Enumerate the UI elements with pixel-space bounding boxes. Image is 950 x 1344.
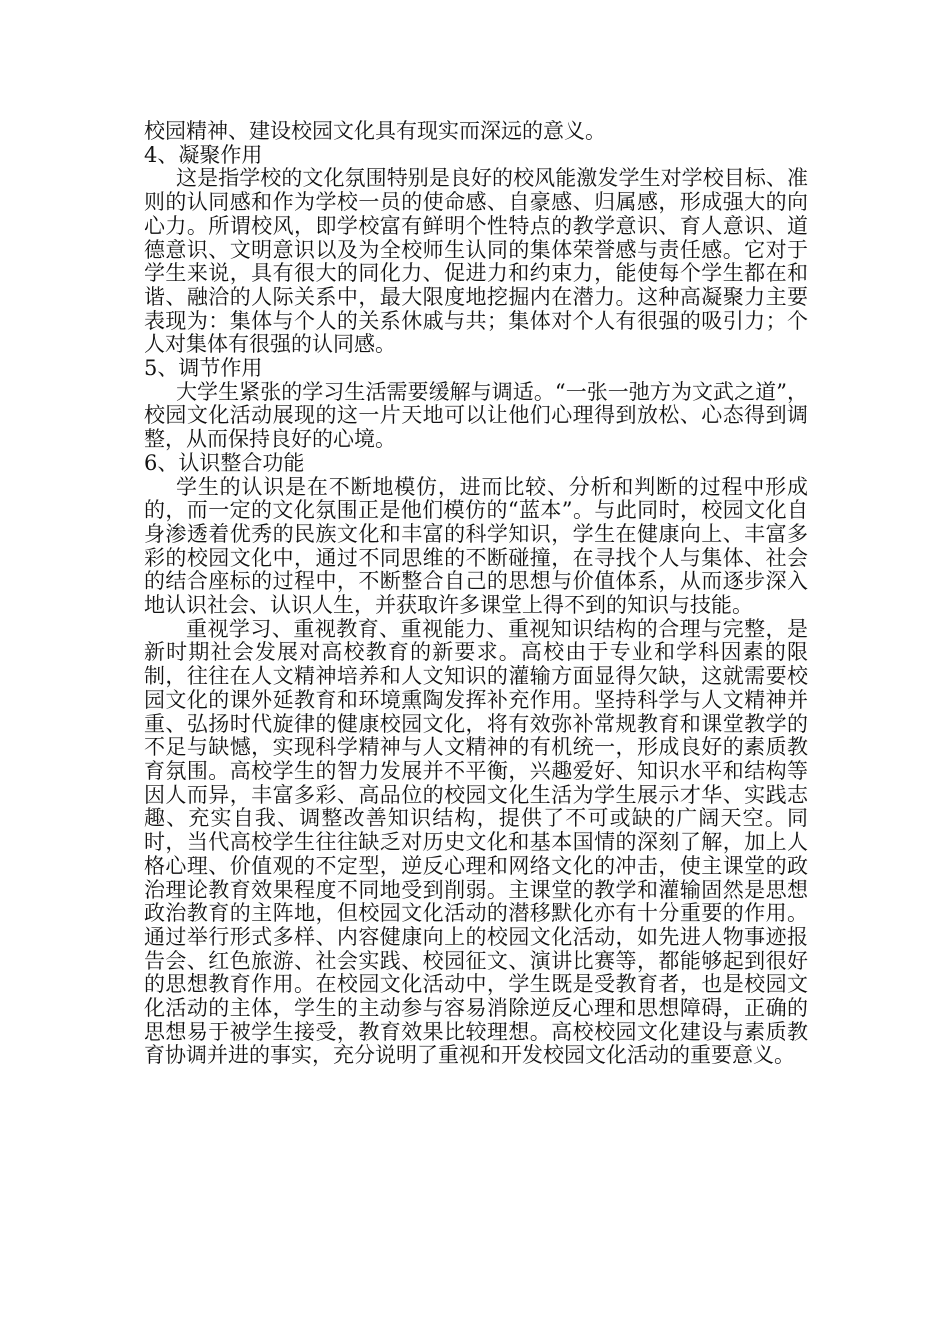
document-body [144,120,808,1068]
paragraph-summary: 重视学习、重视教育、重视能力、重视知识结构的合理与完整，是新时期社会发展对高校教育的新要求。高校由于专业和学科因素的限制，往往在人文精神培养和人文知识的灌输方面显得欠缺，这就需要校园文化的课外延教育和环境熏陶发挥补充作用。坚持科学与人文精神并重、弘扬时代旋律的健康校园文化，将有效弥补常规教育和课堂教学的不足与缺憾，实现科学精神与人文精神的有机统一，形成良好的素质教育氛围。高校学生的智力发展并不平衡，兴趣爱好、知识水平和结构等因人而异，丰富多彩、高品位的校园文化生活为学生展示才华、实践志趣、充实自我、调整改善知识结构，提供了不可或缺的广阔天空。同时，当代高校学生往往缺乏对历史文化和基本国情的深刻了解，加上人格心理、价值观的不定型，逆反心理和网络文化的冲击，使主课堂的政治理论教育效果程度不同地受到削弱。主课堂的教学和灌输固然是思想政治教育的主阵地，但校园文化活动的潜移默化亦有十分重要的作用。通过举行形式多样、内容健康向上的校园文化活动，如先进人物事迹报告会、红色旅游、社会实践、校园征文、演讲比赛等，都能够起到很好的思想教育作用。在校园文化活动中，学生既是受教育者，也是校园文化活动的主体，学生的主动参与容易消除逆反心理和思想障碍，正确的思想易于被学生接受，教育效果比较理想。高校校园文化建设与素质教育协调并进的事实，充分说明了重视和开发校园文化活动的重要意义。 [144,616,808,1068]
section-heading-regulation: 5、调节作用 [144,356,263,381]
paragraph-regulation: 大学生紧张的学习生活需要缓解与调适。“一张一弛方为文武之道”，校园文化活动展现的这一片天地可以让他们心理得到放松、心态得到调整，从而保持良好的心境。 [144,379,808,452]
paragraph-cognition: 学生的认识是在不断地模仿，进而比较、分析和判断的过程中形成的，而一定的文化氛围正是他们模仿的“蓝本”。与此同时，校园文化自身渗透着优秀的民族文化和丰富的科学知识，学生在健康向上、丰富多彩的校园文化中，通过不同思维的不断碰撞，在寻找个人与集体、社会的结合座标的过程中，不断整合自己的思想与价值体系，从而逐步深入地认识社会、认识人生，并获取许多课堂上得不到的知识与技能。 [144,474,808,618]
section-heading-cohesion: 4、凝聚作用 [144,142,263,167]
paragraph-cohesion: 这是指学校的文化氛围特别是良好的校风能激发学生对学校目标、准则的认同感和作为学校一员的使命感、自豪感、归属感，形成强大的向心力。所谓校风，即学校富有鲜明个性特点的教学意识、育人意识、道德意识、文明意识以及为全校师生认同的集体荣誉感与责任感。它对于学生来说，具有很大的同化力、促进力和约束力，能使每个学生都在和谐、融洽的人际关系中，最大限度地挖掘内在潜力。这种高凝聚力主要表现为：集体与个人的关系休戚与共；集体对个人有很强的吸引力；个人对集体有很强的认同感。 [144,166,808,357]
paragraph-continuation: 校园精神、建设校园文化具有现实而深远的意义。 [144,119,606,143]
section-heading-cognition: 6、认识整合功能 [144,450,305,475]
